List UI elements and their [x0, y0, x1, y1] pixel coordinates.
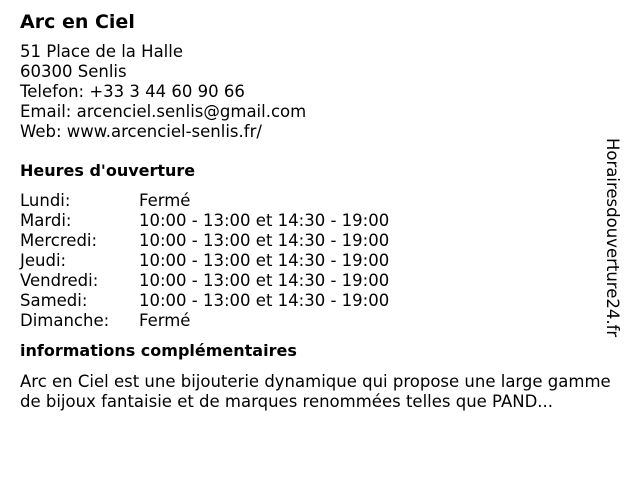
day-hours: Fermé	[139, 191, 191, 210]
hours-table	[20, 191, 610, 331]
business-card	[20, 10, 610, 412]
hours-row-tuesday	[20, 211, 610, 231]
hours-row-wednesday	[20, 231, 610, 251]
hours-title: Heures d'ouverture	[20, 161, 196, 180]
day-label: Mardi:	[20, 211, 72, 230]
email: Email: arcenciel.senlis@gmail.com	[20, 102, 307, 121]
business-name: Arc en Ciel	[20, 11, 135, 33]
day-label: Lundi:	[20, 191, 71, 210]
address-line-2: 60300 Senlis	[20, 62, 127, 81]
day-hours: 10:00 - 13:00 et 14:30 - 19:00	[139, 211, 390, 230]
day-hours: 10:00 - 13:00 et 14:30 - 19:00	[139, 231, 390, 250]
address-line-1: 51 Place de la Halle	[20, 42, 184, 61]
day-label: Jeudi:	[20, 251, 67, 270]
hours-row-saturday	[20, 291, 610, 311]
day-label: Mercredi:	[20, 231, 98, 250]
info-description: Arc en Ciel est une bijouterie dynamique qui propose une large gamme de bijoux fantaisie et de marques renommées telles que PAND...	[20, 372, 611, 411]
day-hours: Fermé	[139, 311, 191, 330]
day-hours: 10:00 - 13:00 et 14:30 - 19:00	[139, 291, 390, 310]
hours-row-thursday	[20, 251, 610, 271]
day-hours: 10:00 - 13:00 et 14:30 - 19:00	[139, 251, 390, 270]
hours-row-sunday	[20, 311, 610, 331]
day-label: Samedi:	[20, 291, 88, 310]
phone: Telefon: +33 3 44 60 90 66	[20, 82, 245, 101]
info-title: informations complémentaires	[20, 341, 297, 360]
watermark-text: Horairesdouverture24.fr	[603, 138, 622, 338]
day-label: Vendredi:	[20, 271, 99, 290]
hours-row-friday	[20, 271, 610, 291]
hours-row-monday	[20, 191, 610, 211]
day-hours: 10:00 - 13:00 et 14:30 - 19:00	[139, 271, 390, 290]
website: Web: www.arcenciel-senlis.fr/	[20, 122, 262, 141]
day-label: Dimanche:	[20, 311, 110, 330]
